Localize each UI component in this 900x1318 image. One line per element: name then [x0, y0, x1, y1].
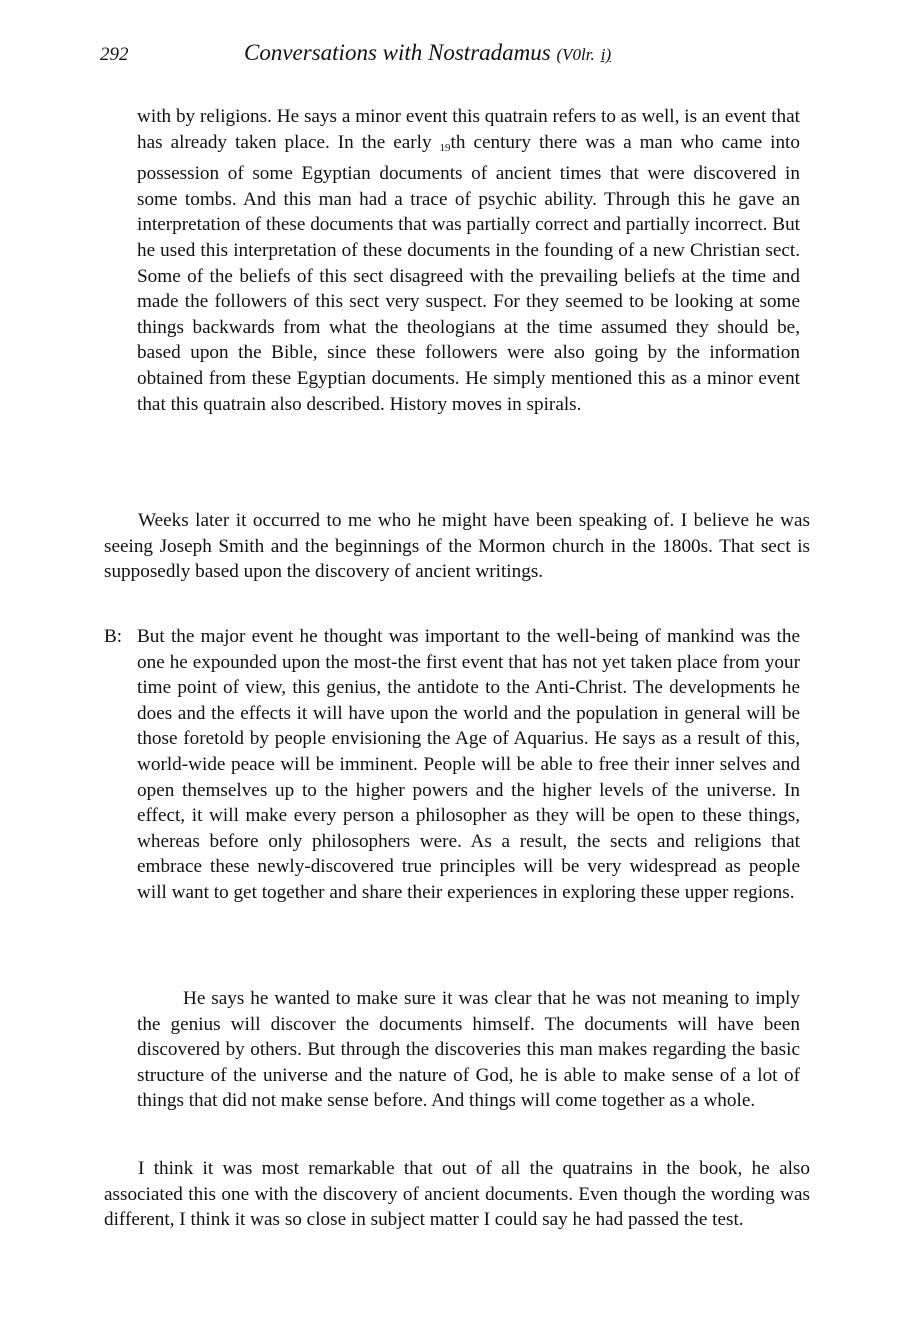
paragraph-author-conclusion: I think it was most remarkable that out of all the quatrains in the book, he also associated this one with the discovery of ancient documents. Even though the wording was different, I think it was so close in subject matter I could say he had passed the test.: [104, 1158, 810, 1231]
page-number: 292: [100, 44, 129, 65]
paragraph-text: with by religions. He says a minor event this quatrain refers to as well, is an event that has already taken place. In the early: [137, 106, 800, 153]
paragraph-continued-quote: [137, 104, 800, 417]
paragraph-speaker-response: But the major event he thought was important to the well-being of mankind was the one he expounded upon the most-the first event that has not yet taken place from your time point of view, this genius, the antidote to the Anti-Christ. The developments he does and the effects it will have upon the world and the population in general will be those foretold by people envisioning the Age of Aquarius. He says as a result of this, world-wide peace will be imminent. People will be able to free their inner selves and open themselves up to the higher powers and the higher levels of the universe. In effect, it will make every person a philosopher as they will be open to these things, whereas before only philosophers were. As a result, the sects and religions that embrace these newly-discovered true principles will be very widespread as people will want to get together and share their experiences in exploring these upper regions.: [137, 626, 800, 903]
paragraph-speaker-continued: He says he wanted to make sure it was clear that he was not meaning to imply the genius will discover the documents himself. The documents will have been discovered by others. But through the discoveries this man makes regarding the basic structure of the universe and the nature of God, he is able to make sense of a lot of things that did not make sense before. And things will come together as a whole.: [137, 988, 800, 1112]
book-title: Conversations with Nostradamus: [244, 40, 551, 65]
century-number: 19: [439, 141, 451, 154]
volume-number: i): [600, 45, 612, 64]
speaker-label: B:: [104, 626, 123, 647]
paragraph-author-note: Weeks later it occurred to me who he might have been speaking of. I believe he was seeing Joseph Smith and the beginnings of the Mormon church in the 1800s. That sect is supposedly based upon the discovery of ancient writings.: [104, 510, 810, 583]
page-header: [96, 40, 816, 70]
volume-label: (V0lr.: [556, 45, 595, 64]
paragraph-text: th century there was a man who came into possession of some Egyptian documents of ancient times that were discovered in some tombs. And this man had a trace of psychic ability. Through this he gave an interpretation of these documents that was partially correct and partially incorrect. But he used this interpretation of these documents in the founding of a new Christian sect. Some of the beliefs of this sect disagreed with the prevailing beliefs at the time and made the followers of this sect very suspect. For they seemed to be looking at some things backwards from what the theologians at the time assumed they should be, based upon the Bible, since these followers were also going by the information obtained from these Egyptian documents. He simply mentioned this as a minor event that this quatrain also described. History moves in spirals.: [137, 131, 800, 415]
running-title: [244, 40, 611, 66]
